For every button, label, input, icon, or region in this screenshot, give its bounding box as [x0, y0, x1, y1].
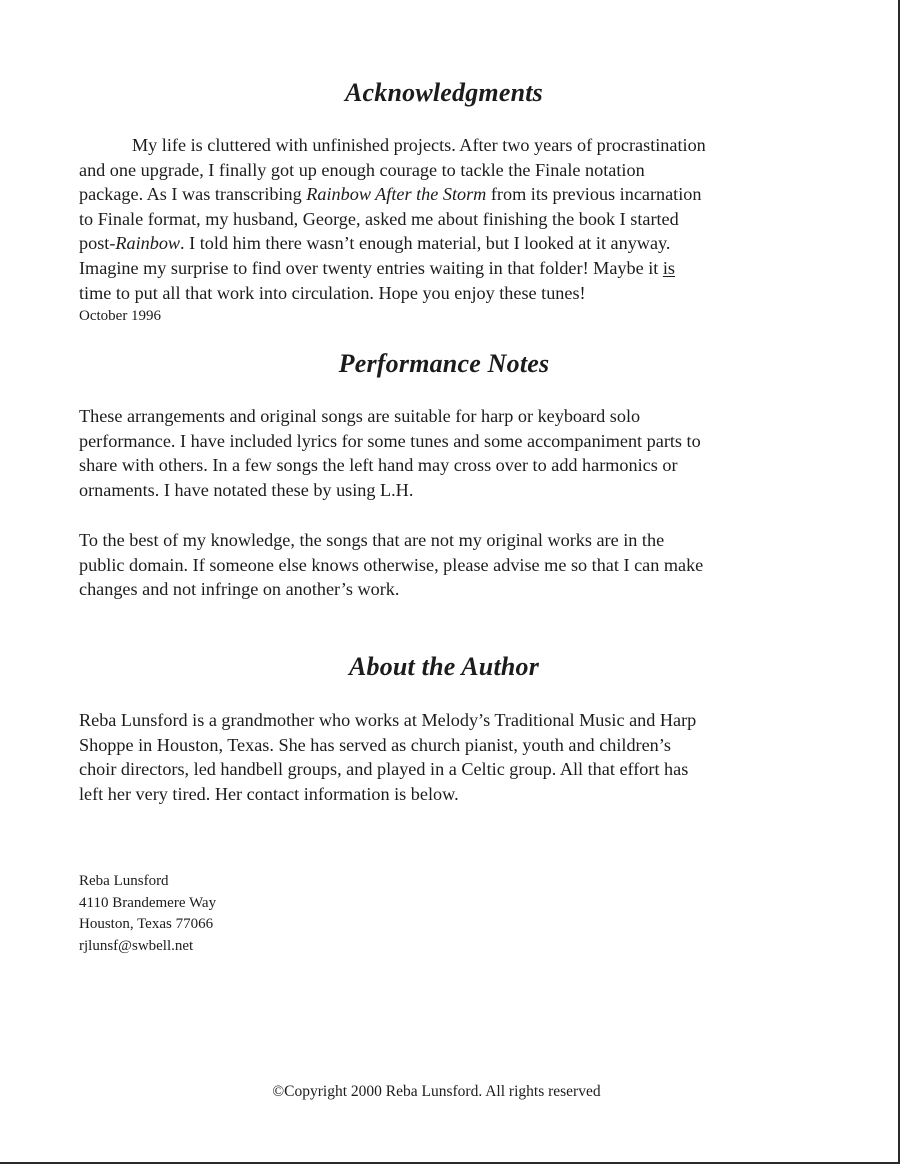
- performance-notes-heading: Performance Notes: [338, 349, 550, 378]
- contact-street: 4110 Brandemere Way: [79, 894, 217, 911]
- acknowledgments-date: October 1996: [79, 308, 162, 324]
- about-author-paragraph: [79, 708, 809, 806]
- text-line: left her very tired. Her contact information is below.: [79, 783, 459, 804]
- text-line: These arrangements and original songs are suitable for harp or keyboard solo: [79, 406, 641, 426]
- text-line: choir directors, led handbell groups, and played in a Celtic group. All that effort has: [79, 759, 689, 780]
- contact-city: Houston, Texas 77066: [79, 916, 214, 932]
- text-line: package. As I was transcribing Rainbow After the Storm from its previous incarnation: [79, 184, 702, 205]
- text-line: changes and not infringe on another’s work.: [79, 579, 400, 600]
- performance-notes-paragraph-1: [79, 404, 809, 502]
- text-line: Reba Lunsford is a grandmother who works at Melody’s Traditional Music and Harp: [79, 710, 697, 730]
- text-line: To the best of my knowledge, the songs that are not my original works are in the: [79, 530, 665, 550]
- text-line: and one upgrade, I finally got up enough courage to tackle the Finale notation: [79, 159, 645, 180]
- book-title-rainbow: Rainbow: [115, 233, 181, 254]
- about-author-heading: About the Author: [348, 652, 540, 681]
- acknowledgments-heading: Acknowledgments: [344, 78, 543, 107]
- text-line: share with others. In a few songs the left hand may cross over to add harmonics or: [79, 455, 678, 476]
- text-line: to Finale format, my husband, George, asked me about finishing the book I started: [79, 208, 679, 229]
- text-line: My life is cluttered with unfinished projects. After two years of procrastination: [132, 135, 706, 155]
- text-line: Imagine my surprise to find over twenty entries waiting in that folder! Maybe it is: [79, 257, 676, 278]
- acknowledgments-paragraph: [79, 133, 809, 305]
- contact-email: rjlunsf@swbell.net: [79, 937, 194, 954]
- text-line: performance. I have included lyrics for some tunes and some accompaniment parts to: [79, 430, 701, 451]
- emphasis-is: is: [662, 257, 676, 278]
- text-line: ornaments. I have notated these by using L.H.: [79, 479, 414, 500]
- contact-block: [79, 871, 216, 957]
- text-line: post-Rainbow. I told him there wasn’t enough material, but I looked at it anyway.: [79, 233, 671, 254]
- text-line: Shoppe in Houston, Texas. She has served as church pianist, youth and children’s: [79, 734, 671, 755]
- text-line: public domain. If someone else knows otherwise, please advise me so that I can make: [79, 554, 704, 575]
- copyright-notice: ©Copyright 2000 Reba Lunsford. All rights reserved: [272, 1083, 601, 1100]
- text-line: time to put all that work into circulation. Hope you enjoy these tunes!: [79, 282, 586, 303]
- performance-notes-paragraph-2: [79, 528, 809, 602]
- book-title-rainbow-after-the-storm: Rainbow After the Storm: [306, 184, 487, 205]
- contact-name: Reba Lunsford: [79, 873, 169, 889]
